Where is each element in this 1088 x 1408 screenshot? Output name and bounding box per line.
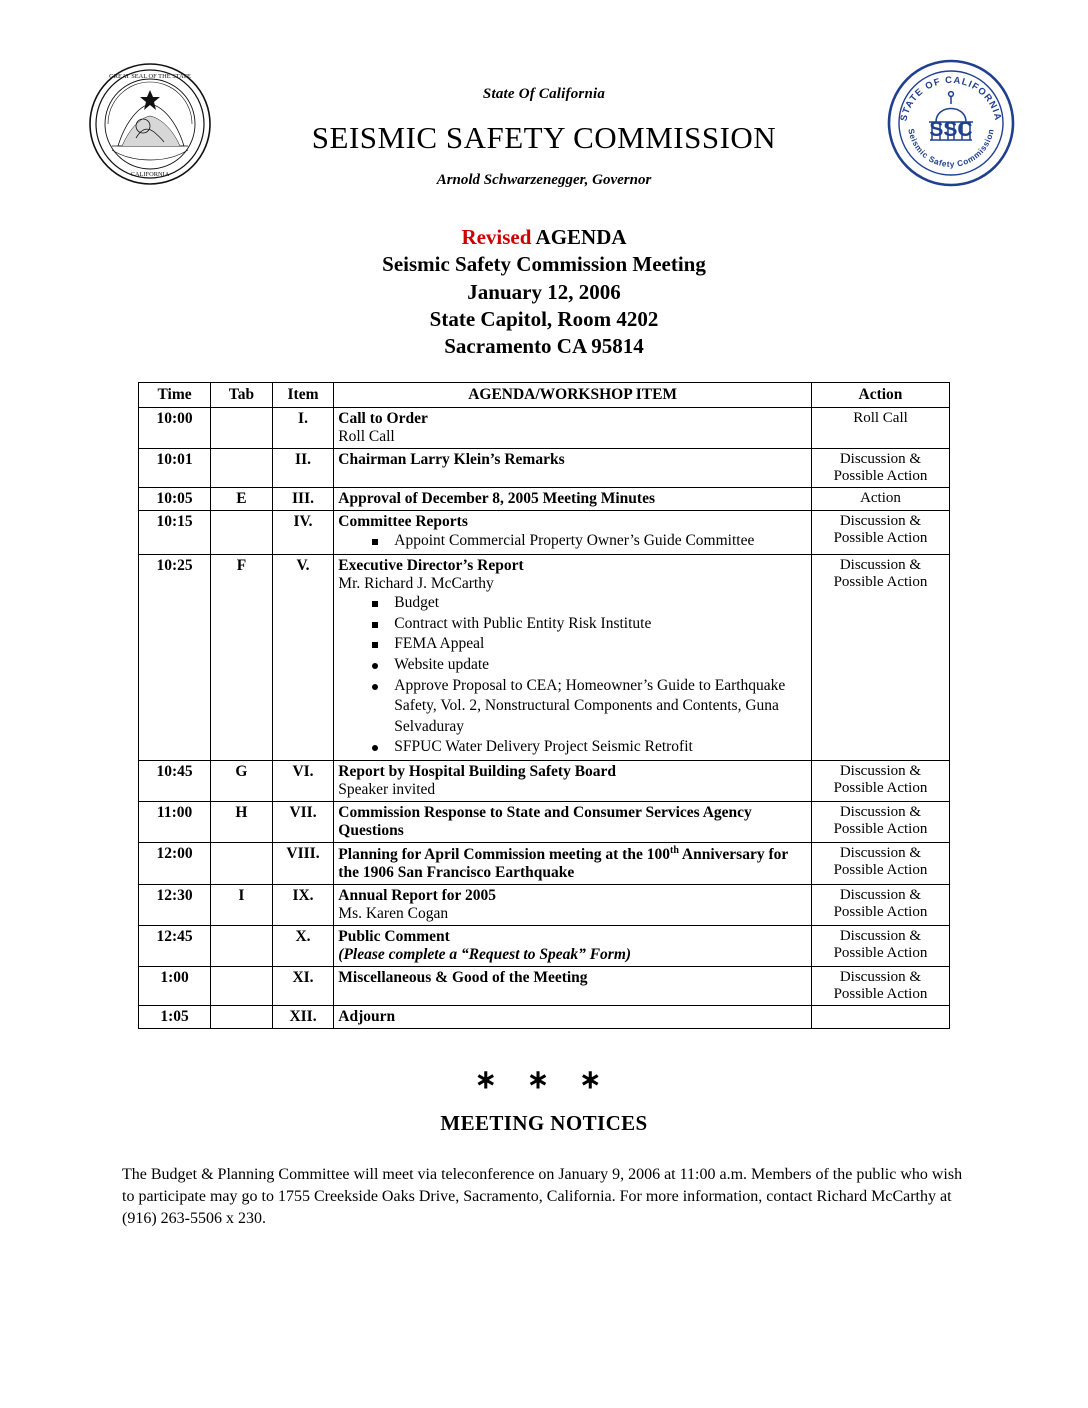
cell-action [811,1006,949,1029]
cell-agenda-item [334,555,812,761]
cell-agenda-item [334,760,812,801]
cell-tab [211,1006,273,1029]
column-header-item: Item [272,383,334,408]
cell-action: Discussion & Possible Action [811,555,949,761]
svg-text:CALIFORNIA: CALIFORNIA [130,171,170,178]
cell-agenda-item [334,926,812,967]
agenda-item-title: Planning for April Commission meeting at the 100th Anniversary for the 1906 San Francisco Earthquake [338,844,788,882]
cell-time: 10:01 [139,449,211,488]
column-header-tab: Tab [211,383,273,408]
agenda-location: State Capitol, Room 4202 [429,306,659,331]
state-of-california-label: State Of California [482,86,606,102]
list-item: Budget [368,593,807,614]
table-row [139,801,950,842]
cell-time: 10:00 [139,408,211,449]
cell-tab: G [211,760,273,801]
agenda-item-title: Committee Reports [338,513,468,531]
cell-item-number: IX. [272,885,334,926]
agenda-item-title: Annual Report for 2005 [338,887,497,905]
svg-text:SSC: SSC [929,118,973,141]
cell-action: Discussion & Possible Action [811,926,949,967]
agenda-item-title: Public Comment [338,928,450,946]
cell-action: Discussion & Possible Action [811,842,949,884]
table-row [139,555,950,761]
column-header-action: Action [811,383,949,408]
column-header-agenda-item: AGENDA/WORKSHOP ITEM [334,383,812,408]
agenda-item-subtitle: Ms. Karen Cogan [338,905,449,923]
table-row [139,488,950,511]
agenda-table-body [139,408,950,1029]
cell-action: Roll Call [811,408,949,449]
cell-tab: H [211,801,273,842]
agenda-title-block [0,224,1088,360]
cell-time: 12:00 [139,842,211,884]
agenda-table [138,382,950,1029]
cell-time: 12:30 [139,885,211,926]
revised-label: Revised [461,225,532,249]
cell-action: Discussion & Possible Action [811,760,949,801]
cell-agenda-item [334,801,812,842]
cell-action: Action [811,488,949,511]
cell-item-number: V. [272,555,334,761]
cell-time: 11:00 [139,801,211,842]
cell-agenda-item [334,511,812,555]
cell-time: 1:05 [139,1006,211,1029]
list-item: FEMA Appeal [368,634,807,655]
agenda-item-title: Call to Order [338,410,428,428]
agenda-item-subtitle: Roll Call [338,428,395,446]
cell-tab [211,449,273,488]
list-item: SFPUC Water Delivery Project Seismic Retrofit [368,737,807,758]
cell-tab [211,842,273,884]
cell-tab [211,967,273,1006]
agenda-item-title: Adjourn [338,1008,396,1026]
column-header-time: Time [139,383,211,408]
cell-item-number: VI. [272,760,334,801]
table-row [139,967,950,1006]
cell-tab [211,408,273,449]
table-row [139,926,950,967]
list-item: Website update [368,655,807,676]
table-row [139,842,950,884]
cell-item-number: IV. [272,511,334,555]
svg-text:STATE OF CALIFORNIA: STATE OF CALIFORNIA [897,73,1005,123]
agenda-heading [0,224,1088,251]
agenda-date: January 12, 2006 [467,279,621,304]
agenda-item-bullet-list [368,593,807,758]
table-row [139,885,950,926]
svg-text:GREAT SEAL OF THE STATE: GREAT SEAL OF THE STATE [109,73,191,80]
table-row [139,449,950,488]
list-item: Contract with Public Entity Risk Institute [368,614,807,635]
cell-agenda-item [334,408,812,449]
table-row [139,1006,950,1029]
agenda-word-label: AGENDA [531,225,627,249]
page-title: SEISMIC SAFETY COMMISSION [311,120,777,155]
cell-time: 1:00 [139,967,211,1006]
table-row [139,408,950,449]
cell-item-number: II. [272,449,334,488]
cell-tab: F [211,555,273,761]
table-row [139,511,950,555]
cell-action: Discussion & Possible Action [811,801,949,842]
meeting-notices-title: MEETING NOTICES [440,1111,648,1136]
agenda-item-subtitle: Mr. Richard J. McCarthy [338,575,494,593]
agenda-subtitle-meeting: Seismic Safety Commission Meeting [382,252,706,277]
california-state-seal-icon [88,62,212,186]
cell-item-number: XI. [272,967,334,1006]
meeting-notice-text: The Budget & Planning Committee will meet via teleconference on January 9, 2006 at 11:00 a.m. Members of the public who wish to participate may go to 1755 Creekside Oaks Drive, Sacramento, California. For more information, contact Richard McCarthy at (916) 263-5506 x 230. [122,1166,963,1228]
cell-item-number: VII. [272,801,334,842]
cell-agenda-item [334,488,812,511]
cell-item-number: III. [272,488,334,511]
svg-text:Seismic Safety Commission: Seismic Safety Commission [906,127,996,170]
agenda-city: Sacramento CA 95814 [444,334,644,359]
table-row [139,760,950,801]
cell-tab [211,511,273,555]
cell-time: 10:45 [139,760,211,801]
cell-item-number: X. [272,926,334,967]
agenda-item-title: Executive Director’s Report [338,557,524,575]
ssc-logo-icon [886,58,1016,188]
list-item: Appoint Commercial Property Owner’s Guide Committee [368,531,807,552]
document-header [0,0,1088,210]
list-item: Approve Proposal to CEA; Homeowner’s Guide to Earthquake Safety, Vol. 2, Nonstructural Components and Contents, Guna Selvaduray [368,676,807,738]
cell-tab [211,926,273,967]
governor-label: Arnold Schwarzenegger, Governor [436,172,652,188]
agenda-item-subtitle: (Please complete a “Request to Speak” Form) [338,946,632,964]
cell-agenda-item [334,1006,812,1029]
cell-action: Discussion & Possible Action [811,511,949,555]
cell-agenda-item [334,967,812,1006]
cell-action: Discussion & Possible Action [811,885,949,926]
cell-time: 10:05 [139,488,211,511]
cell-item-number: VIII. [272,842,334,884]
cell-tab: E [211,488,273,511]
cell-action: Discussion & Possible Action [811,449,949,488]
cell-action: Discussion & Possible Action [811,967,949,1006]
cell-time: 10:25 [139,555,211,761]
table-header-row [139,383,950,408]
cell-tab: I [211,885,273,926]
cell-agenda-item [334,842,812,884]
cell-time: 10:15 [139,511,211,555]
agenda-item-subtitle: Speaker invited [338,780,436,798]
agenda-table-wrapper [138,382,950,1029]
agenda-item-title: Approval of December 8, 2005 Meeting Minutes [338,490,655,508]
cell-item-number: XII. [272,1006,334,1029]
cell-time: 12:45 [139,926,211,967]
cell-item-number: I. [272,408,334,449]
agenda-item-title: Commission Response to State and Consumer Services Agency Questions [338,803,752,839]
agenda-item-title: Chairman Larry Klein’s Remarks [338,451,565,469]
cell-agenda-item [334,449,812,488]
cell-agenda-item [334,885,812,926]
agenda-item-title: Miscellaneous & Good of the Meeting [338,969,588,987]
agenda-item-bullet-list [368,531,807,552]
agenda-item-title: Report by Hospital Building Safety Board [338,762,617,780]
star-divider: ∗ ∗ ∗ [474,1065,614,1095]
